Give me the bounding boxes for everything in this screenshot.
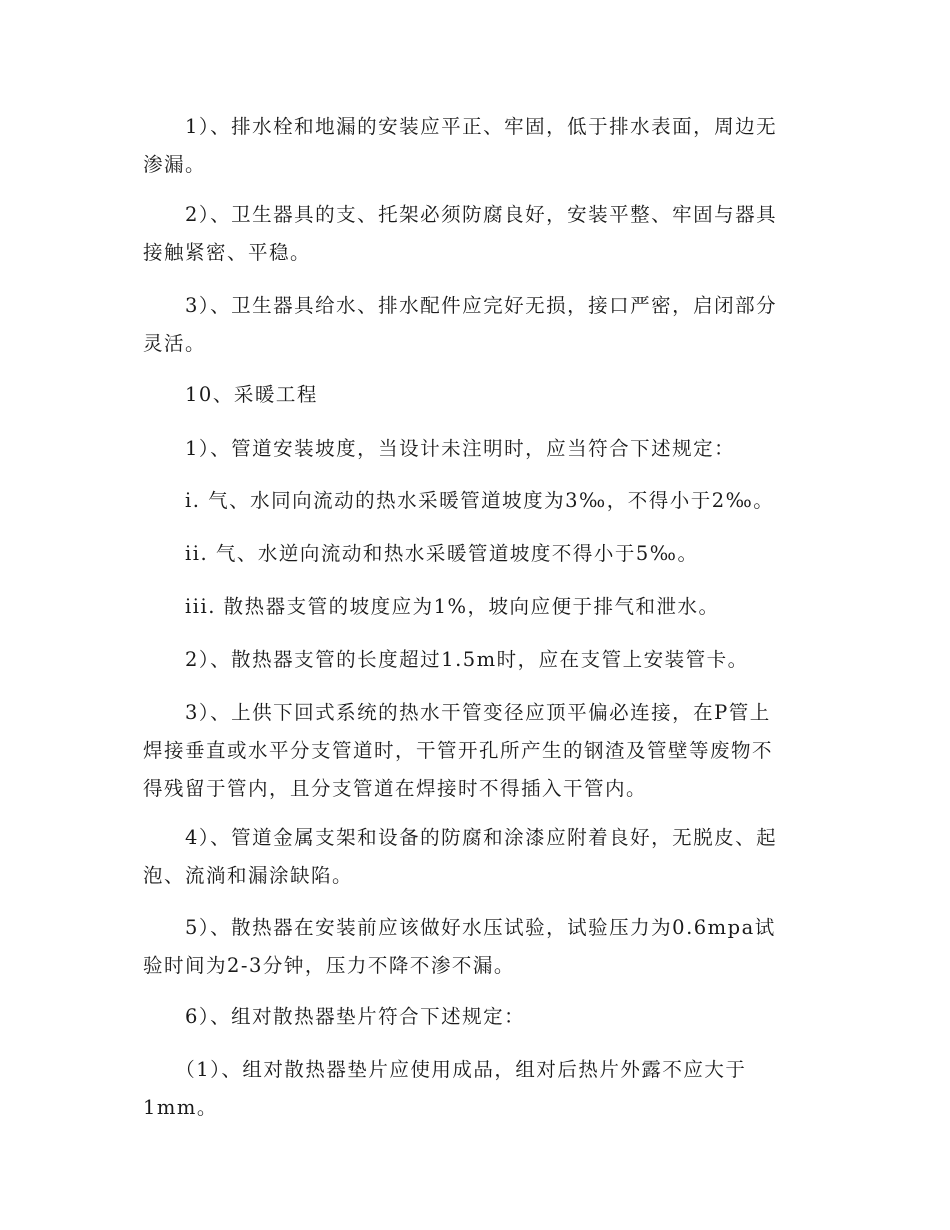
text-line: （1）、组对散热器垫片应使用成品，组对后热片外露不应大于: [143, 1058, 747, 1081]
text-line: 3）、卫生器具给水、排水配件应完好无损，接口严密，启闭部分: [143, 294, 778, 317]
paragraph-pipe-slope: [143, 430, 808, 468]
text-line: 泡、流淌和漏涂缺陷。: [143, 864, 354, 887]
text-line: 1）、管道安装坡度，当设计未注明时，应当符合下述规定：: [143, 437, 736, 460]
text-line: 3）、上供下回式系统的热水干管变径应顶平偏必连接，在P管上: [143, 701, 771, 724]
paragraph-gasket-item-1: [143, 1051, 808, 1127]
text-line: 2）、卫生器具的支、托架必须防腐良好，安装平整、牢固与器具: [143, 203, 778, 226]
text-line: 焊接垂直或水平分支管道时，干管开孔所产生的钢渣及管壁等废物不: [143, 739, 774, 762]
text-line: 5）、散热器在安装前应该做好水压试验，试验压力为0.6mpa试: [143, 916, 776, 939]
text-line: iii. 散热器支管的坡度应为1%，坡向应便于排气和泄水。: [143, 595, 720, 618]
text-line: 接触紧密、平稳。: [143, 241, 312, 264]
text-line: 4）、管道金属支架和设备的防腐和涂漆应附着良好，无脱皮、起: [143, 826, 778, 849]
text-line: ii. 气、水逆向流动和热水采暖管道坡度不得小于5‰。: [143, 542, 699, 565]
section-heading-heating: [143, 376, 808, 414]
text-line: 6）、组对散热器垫片符合下述规定：: [143, 1005, 526, 1028]
text-line: 得残留于管内，且分支管道在焊接时不得插入干管内。: [143, 777, 648, 800]
text-line: 灵活。: [143, 332, 207, 355]
paragraph-branch-length: [143, 641, 808, 679]
paragraph-drain-install: [143, 108, 808, 184]
text-line: 1）、排水栓和地漏的安装应平正、牢固，低于排水表面，周边无: [143, 115, 778, 138]
list-item-iii: [143, 588, 808, 626]
paragraph-fixture-fittings: [143, 287, 808, 363]
list-item-ii: [143, 535, 808, 573]
text-line: 验时间为2-3分钟，压力不降不渗不漏。: [143, 954, 515, 977]
text-line: 渗漏。: [143, 153, 207, 176]
paragraph-pressure-test: [143, 909, 808, 985]
text-line: 2）、散热器支管的长度超过1.5m时，应在支管上安装管卡。: [143, 648, 749, 671]
paragraph-gasket-rules: [143, 998, 808, 1036]
paragraph-anticorrosion: [143, 819, 808, 895]
paragraph-supply-main: [143, 694, 808, 808]
list-item-i: [143, 482, 808, 520]
text-line: 10、采暖工程: [143, 383, 318, 406]
paragraph-fixture-brackets: [143, 196, 808, 272]
text-line: 1mm。: [143, 1096, 218, 1119]
text-line: i. 气、水同向流动的热水采暖管道坡度为3‰，不得小于2‰。: [143, 489, 775, 512]
